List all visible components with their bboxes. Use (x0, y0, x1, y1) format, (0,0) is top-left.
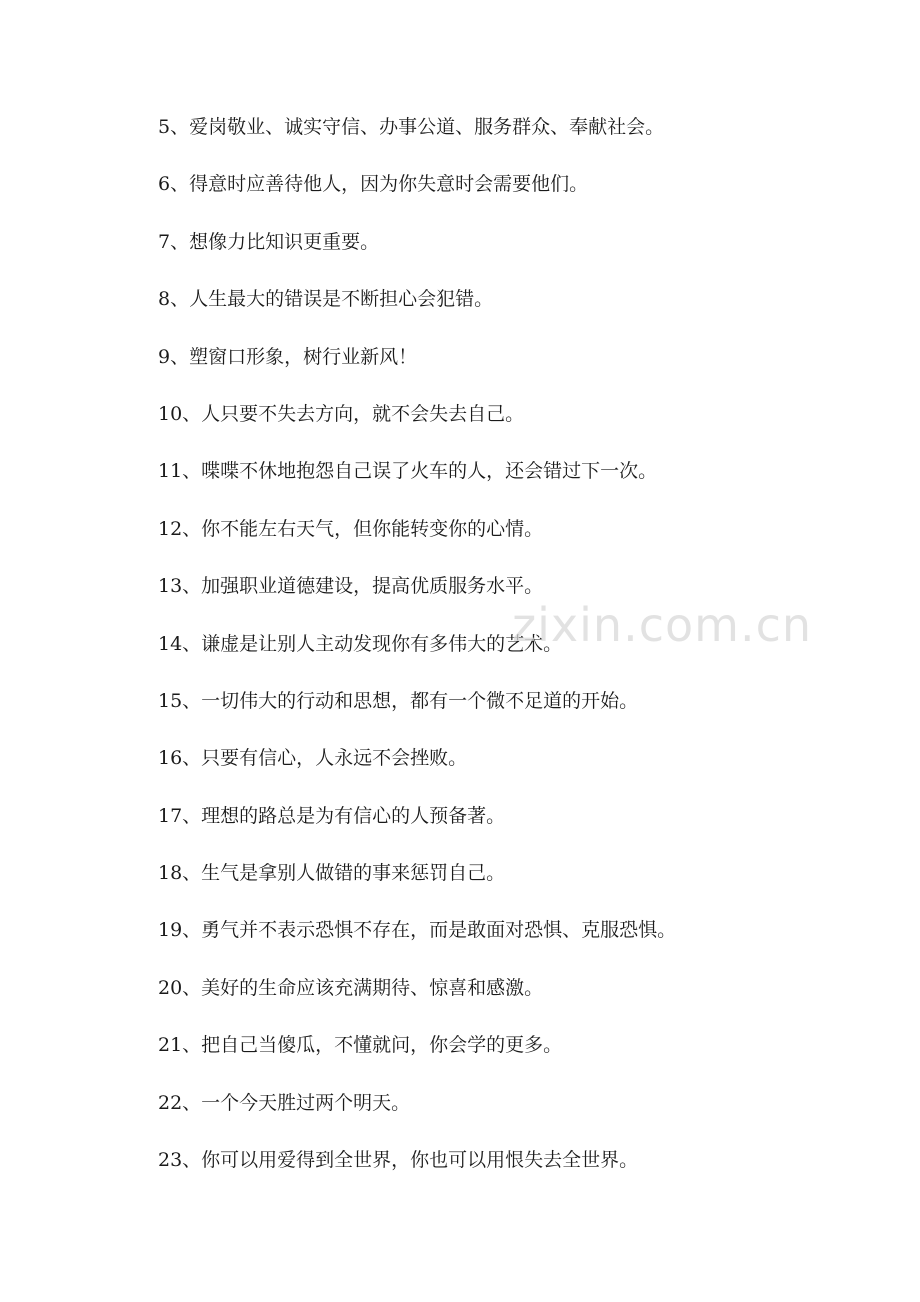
list-item: 17、理想的路总是为有信心的人预备著。 (158, 804, 506, 827)
list-item: 6、得意时应善待他人，因为你失意时会需要他们。 (158, 173, 589, 196)
list-item: 9、塑窗口形象，树行业新风！ (158, 345, 418, 368)
list-item: 11、喋喋不休地抱怨自己误了火车的人，还会错过下一次。 (158, 460, 658, 483)
list-item: 8、人生最大的错误是不断担心会犯错。 (158, 288, 494, 311)
list-item: 20、美好的生命应该充满期待、惊喜和感激。 (158, 976, 544, 999)
list-item: 14、谦虚是让别人主动发现你有多伟大的艺术。 (158, 632, 563, 655)
list-item: 5、爱岗敬业、诚实守信、办事公道、服务群众、奉献社会。 (158, 116, 665, 138)
list-item: 19、勇气并不表示恐惧不存在，而是敢面对恐惧、克服恐惧。 (158, 919, 677, 942)
list-item: 12、你不能左右天气，但你能转变你的心情。 (158, 517, 544, 540)
list-item: 22、一个今天胜过两个明天。 (158, 1091, 411, 1114)
list-item: 7、想像力比知识更重要。 (158, 230, 380, 253)
list-item: 23、你可以用爱得到全世界，你也可以用恨失去全世界。 (158, 1149, 639, 1172)
list-item: 21、把自己当傻瓜，不懂就问，你会学的更多。 (158, 1034, 563, 1057)
watermark: zixin.com.cn (512, 598, 813, 652)
list-item: 13、加强职业道德建设，提高优质服务水平。 (158, 575, 544, 598)
list-item: 15、一切伟大的行动和思想，都有一个微不足道的开始。 (158, 689, 639, 712)
quote-list (158, 108, 858, 1198)
list-item: 16、只要有信心，人永远不会挫败。 (158, 747, 468, 770)
list-item: 18、生气是拿别人做错的事来惩罚自己。 (158, 862, 506, 885)
list-item: 10、人只要不失去方向，就不会失去自己。 (158, 402, 525, 425)
